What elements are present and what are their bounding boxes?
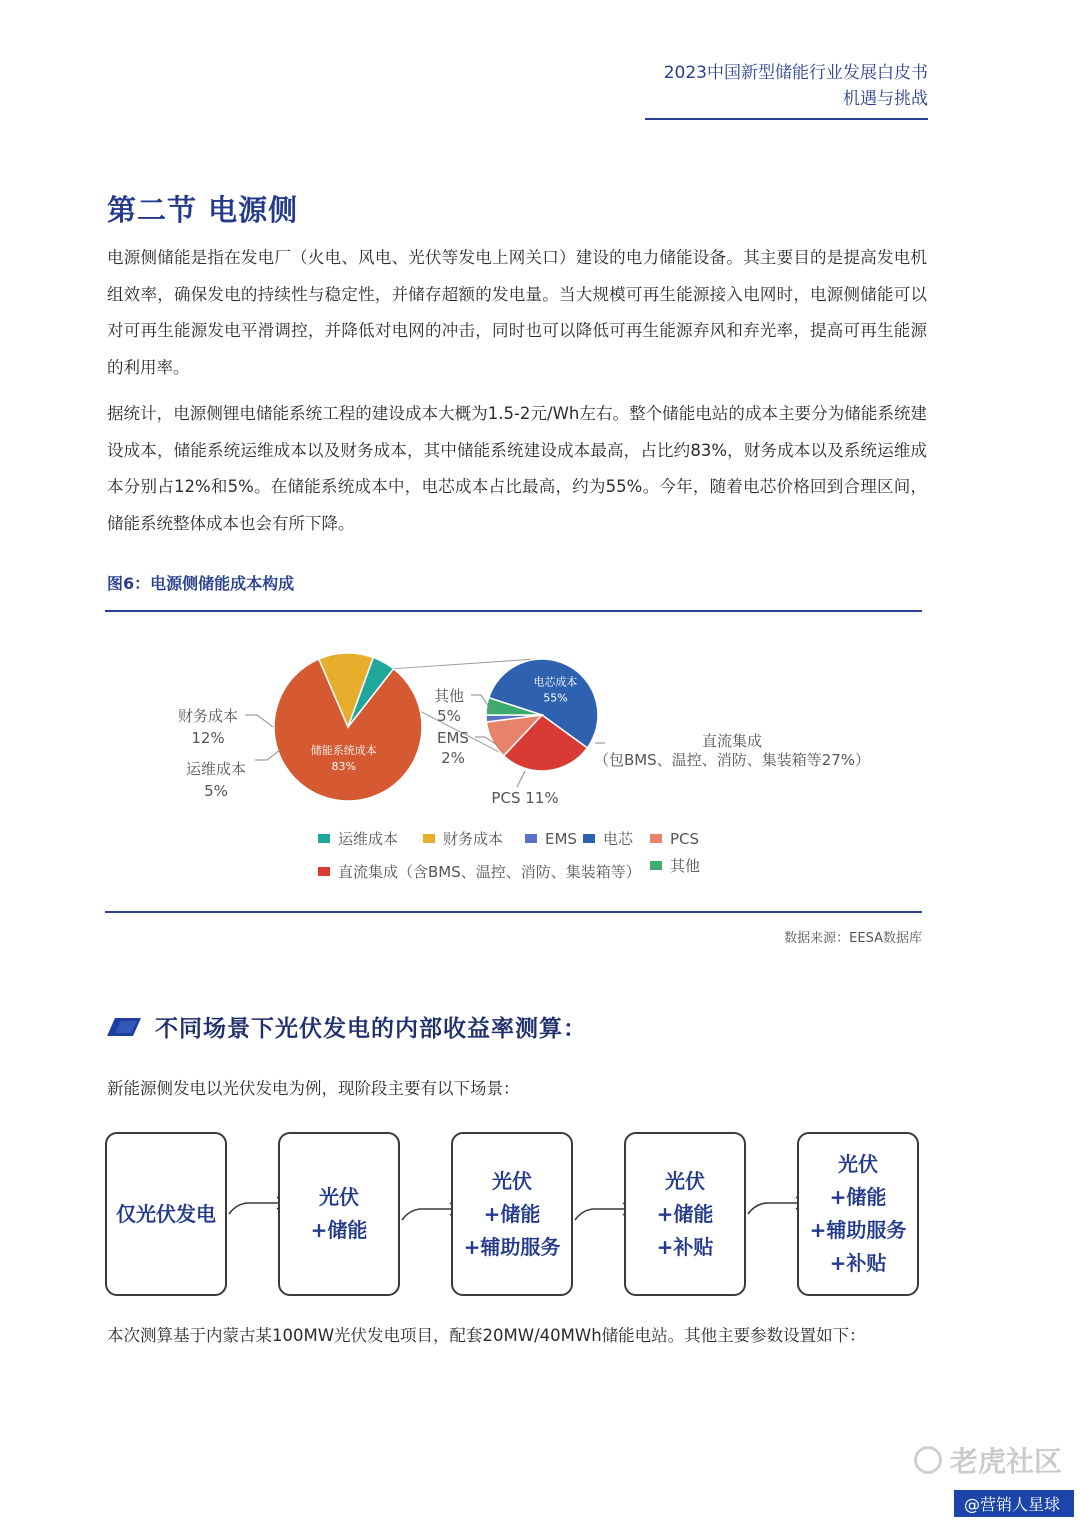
flow-arrow-4	[748, 1203, 804, 1214]
legend-swatch-3	[583, 834, 595, 843]
data-source: 数据来源：EESA数据库	[784, 931, 922, 946]
sub-label-pcs: PCS 11%	[491, 789, 559, 807]
sub-label-cell-name: 电芯成本	[533, 675, 578, 689]
subsection-title: 不同场景下光伏发电的内部收益率测算：	[155, 1016, 587, 1042]
document-header	[664, 60, 928, 112]
scenario-line: 光伏	[665, 1168, 705, 1193]
pie-label-finance-pct: 12%	[191, 729, 225, 747]
scenario-line: +储能	[656, 1201, 714, 1226]
legend-label-3: 电芯	[603, 830, 634, 848]
intro-text: 新能源侧发电以光伏发电为例，现阶段主要有以下场景：	[107, 1079, 520, 1098]
legend-label-5: 直流集成（含BMS、温控、消防、集装箱等）	[338, 863, 641, 881]
watermark-logo-icon	[914, 1446, 942, 1474]
legend-label-1: 财务成本	[443, 830, 504, 848]
section-title: 第二节 电源侧	[107, 193, 299, 227]
scenario-box-pv-storage-subsidy	[624, 1132, 746, 1296]
scenario-line: +补贴	[829, 1251, 887, 1275]
scenario-line: +辅助服务	[809, 1218, 907, 1242]
sub-leader-pcs	[517, 771, 525, 787]
watermark-tag: @营销人星球	[954, 1490, 1074, 1517]
header-subtitle: 机遇与挑战	[843, 89, 928, 109]
cost-breakdown-chart	[105, 615, 922, 905]
scenario-box-pv-only	[105, 1132, 227, 1296]
legend-swatch-2	[525, 834, 537, 843]
scenario-flow	[105, 1132, 925, 1302]
legend-label-2: EMS	[545, 830, 577, 848]
closing-text: 本次测算基于内蒙古某100MW光伏发电项目，配套20MW/40MWh储能电站。其他主要参数设置如下：	[107, 1326, 866, 1345]
scenario-line: 仅光伏发电	[116, 1201, 216, 1226]
chart-legend	[318, 830, 700, 881]
scenario-line: +储能	[483, 1201, 541, 1226]
scenario-line: 光伏	[838, 1152, 878, 1176]
scenario-line: +辅助服务	[463, 1234, 561, 1259]
legend-swatch-0	[318, 834, 330, 843]
scenario-line: +补贴	[656, 1234, 714, 1259]
scenario-box-pv-storage-ancillary	[451, 1132, 573, 1296]
pie-leader-ops	[255, 750, 280, 760]
watermark-logo	[914, 1440, 1062, 1480]
sub-label-ems-name: EMS	[437, 729, 469, 747]
sub-label-dc-name: 直流集成	[701, 732, 763, 750]
scenario-box-pv-storage-ancillary-subsidy	[797, 1132, 919, 1296]
sub-label-dc-note: （包BMS、温控、消防、集装箱等27%）	[593, 751, 871, 769]
figure-top-rule	[105, 610, 922, 612]
legend-label-6: 其他	[670, 857, 701, 875]
header-divider	[645, 118, 928, 120]
section-mark-icon	[107, 1016, 141, 1038]
legend-label-0: 运维成本	[338, 830, 399, 848]
flow-arrow-1	[229, 1203, 285, 1214]
legend-swatch-6	[650, 861, 662, 870]
paragraph-2: 据统计，电源侧锂电储能系统工程的建设成本大概为1.5-2元/Wh左右。整个储能电站的成本主要分为储能系统建设成本，储能系统运维成本以及财务成本，其中储能系统建设成本最高，占比约83%，财务成本以及系统运维成本分别占12%和5%。在储能系统成本中，电芯成本占比最高，约为55%。今年，随着电芯价格回到合理区间，储能系统整体成本也会有所下降。	[107, 404, 927, 533]
scenario-line: +储能	[310, 1218, 368, 1242]
header-title: 2023中国新型储能行业发展白皮书	[663, 63, 928, 83]
flow-arrow-2	[402, 1209, 458, 1220]
figure-title: 图6：电源侧储能成本构成	[107, 574, 295, 593]
pie-label-storage-pct: 83%	[331, 760, 356, 774]
sub-label-other-name: 其他	[433, 687, 465, 705]
legend-label-4: PCS	[670, 830, 700, 848]
pie-label-ops-name: 运维成本	[185, 760, 247, 778]
scenario-box-pv-storage	[278, 1132, 400, 1296]
pie-leader-finance	[245, 715, 273, 727]
sub-label-other-pct: 5%	[437, 707, 461, 725]
scenario-line: 光伏	[492, 1168, 532, 1193]
subsection-heading	[107, 1010, 587, 1043]
pie-label-finance-name: 财务成本	[177, 707, 239, 725]
legend-swatch-1	[423, 834, 435, 843]
flow-arrow-3	[575, 1209, 631, 1220]
primary-pie	[274, 653, 422, 801]
sub-label-cell-pct: 55%	[543, 691, 568, 705]
pie-label-ops-pct: 5%	[204, 782, 228, 800]
sub-label-ems-pct: 2%	[441, 749, 465, 767]
legend-swatch-4	[650, 834, 662, 843]
figure-bottom-rule	[105, 911, 922, 913]
legend-swatch-5	[318, 867, 330, 876]
scenario-line: +储能	[829, 1185, 887, 1209]
paragraph-1: 电源侧储能是指在发电厂（火电、风电、光伏等发电上网关口）建设的电力储能设备。其主要目的是提高发电机组效率，确保发电的持续性与稳定性，并储存超额的发电量。当大规模可再生能源接入电网时，电源侧储能可以对可再生能源发电平滑调控，并降低对电网的冲击，同时也可以降低可再生能源弃风和弃光率，提高可再生能源的利用率。	[107, 248, 927, 377]
pie-label-storage-name: 储能系统成本	[310, 744, 377, 758]
watermark-logo-text: 老虎社区	[949, 1445, 1062, 1478]
scenario-line: 光伏	[319, 1185, 359, 1209]
